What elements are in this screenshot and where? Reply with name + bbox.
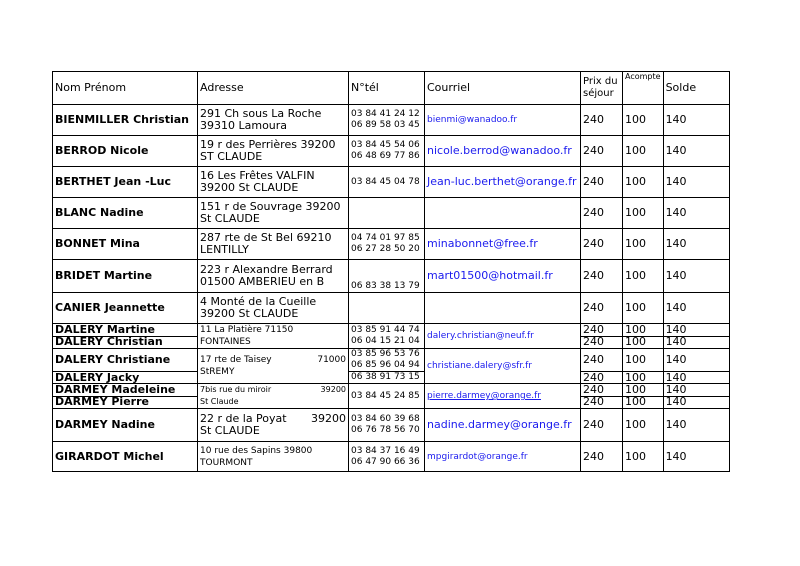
balance-cell: 140 bbox=[663, 167, 729, 198]
deposit-cell: 100 bbox=[623, 136, 664, 167]
tel-cell bbox=[349, 229, 425, 260]
address-line: 39200 St CLAUDE bbox=[200, 181, 299, 194]
address-line: 39310 Lamoura bbox=[200, 119, 288, 132]
address-cell bbox=[198, 260, 349, 293]
balance-cell: 140 bbox=[663, 260, 729, 293]
balance-cell: 140 bbox=[663, 105, 729, 136]
participants-sheet bbox=[52, 71, 730, 472]
deposit-cell: 100 bbox=[623, 293, 664, 324]
price-cell: 240 bbox=[581, 396, 623, 409]
email-link[interactable]: dalery.christian@neuf.fr bbox=[425, 324, 581, 349]
person-name: BERROD Nicole bbox=[53, 136, 198, 167]
header-price: Prix du séjour bbox=[581, 72, 623, 105]
address-line: 11 La Platière 71150 bbox=[200, 325, 294, 335]
price-cell: 240 bbox=[581, 105, 623, 136]
tel-line: 03 84 41 24 12 bbox=[351, 109, 420, 119]
balance-cell: 140 bbox=[663, 372, 729, 384]
tel-line: 06 83 38 13 79 bbox=[351, 281, 420, 291]
price-cell: 240 bbox=[581, 167, 623, 198]
address-cell bbox=[198, 167, 349, 198]
email-link[interactable]: minabonnet@free.fr bbox=[425, 229, 581, 260]
address-line bbox=[200, 354, 346, 366]
table-row bbox=[53, 105, 730, 136]
address-cell bbox=[198, 198, 349, 229]
email-link[interactable]: pierre.darmey@orange.fr bbox=[425, 384, 581, 409]
header-name: Nom Prénom bbox=[53, 72, 198, 105]
address-line: 10 rue des Sapins 39800 bbox=[200, 445, 313, 456]
email-link[interactable]: mart01500@hotmail.fr bbox=[425, 260, 581, 293]
tel-cell bbox=[349, 442, 425, 472]
tel-cell bbox=[349, 198, 425, 229]
person-name: DALERY Jacky bbox=[53, 372, 198, 384]
price-cell: 240 bbox=[581, 372, 623, 384]
participants-table bbox=[52, 71, 730, 472]
header-tel: N°tél bbox=[349, 72, 425, 105]
tel-cell bbox=[349, 167, 425, 198]
tel-line: 06 27 28 50 20 bbox=[351, 244, 420, 254]
tel-line: 03 85 96 53 76 bbox=[351, 349, 420, 359]
person-name: DALERY Christian bbox=[53, 336, 198, 349]
tel-cell bbox=[349, 293, 425, 324]
deposit-cell: 100 bbox=[623, 167, 664, 198]
tel-cell bbox=[349, 105, 425, 136]
address-zip: 39200 bbox=[311, 412, 346, 425]
address-line: 16 Les Frêtes VALFIN bbox=[200, 169, 315, 182]
tel-line: 06 47 90 66 36 bbox=[351, 456, 420, 467]
address-zip: 71000 bbox=[317, 355, 346, 365]
balance-cell: 140 bbox=[663, 384, 729, 397]
person-name: BLANC Nadine bbox=[53, 198, 198, 229]
deposit-cell: 100 bbox=[623, 198, 664, 229]
address-line: 223 r Alexandre Berrard bbox=[200, 263, 333, 276]
tel-cell bbox=[349, 384, 425, 409]
person-name: DALERY Martine bbox=[53, 324, 198, 337]
tel-line: 03 84 45 24 85 bbox=[351, 390, 420, 401]
address-street: 17 rte de Taisey bbox=[200, 355, 272, 365]
email-link[interactable] bbox=[425, 293, 581, 324]
header-row bbox=[53, 72, 730, 105]
balance-cell: 140 bbox=[663, 229, 729, 260]
tel-cell bbox=[349, 349, 425, 372]
address-cell bbox=[198, 293, 349, 324]
table-row bbox=[53, 409, 730, 442]
address-line: FONTAINES bbox=[200, 337, 251, 347]
deposit-cell: 100 bbox=[623, 336, 664, 349]
address-line bbox=[200, 384, 346, 396]
address-line: 287 rte de St Bel 69210 bbox=[200, 231, 332, 244]
table-row bbox=[53, 349, 730, 372]
table-row bbox=[53, 198, 730, 229]
email-link[interactable]: nadine.darmey@orange.fr bbox=[425, 409, 581, 442]
table-row bbox=[53, 324, 730, 337]
tel-line: 06 76 78 56 70 bbox=[351, 425, 420, 435]
table-row bbox=[53, 384, 730, 397]
email-link[interactable]: bienmi@wanadoo.fr bbox=[425, 105, 581, 136]
email-link[interactable]: Jean-luc.berthet@orange.fr bbox=[425, 167, 581, 198]
person-name: BERTHET Jean -Luc bbox=[53, 167, 198, 198]
table-row bbox=[53, 442, 730, 472]
table-row bbox=[53, 260, 730, 293]
address-cell bbox=[198, 409, 349, 442]
tel-line: 06 48 69 77 86 bbox=[351, 151, 420, 161]
price-cell: 240 bbox=[581, 349, 623, 372]
tel-line: 04 74 01 97 85 bbox=[351, 233, 420, 243]
address-line: St CLAUDE bbox=[200, 424, 260, 437]
price-cell: 240 bbox=[581, 229, 623, 260]
person-name: BONNET Mina bbox=[53, 229, 198, 260]
person-name: BRIDET Martine bbox=[53, 260, 198, 293]
person-name: DALERY Christiane bbox=[53, 349, 198, 372]
table-row bbox=[53, 229, 730, 260]
deposit-cell: 100 bbox=[623, 260, 664, 293]
tel-line: 03 84 45 04 78 bbox=[351, 176, 420, 187]
header-address: Adresse bbox=[198, 72, 349, 105]
tel-cell bbox=[349, 324, 425, 349]
price-cell: 240 bbox=[581, 442, 623, 472]
email-link[interactable]: christiane.dalery@sfr.fr bbox=[425, 349, 581, 384]
deposit-cell: 100 bbox=[623, 442, 664, 472]
person-name: DARMEY Pierre bbox=[53, 396, 198, 409]
price-cell: 240 bbox=[581, 384, 623, 397]
address-cell bbox=[198, 349, 349, 384]
price-cell: 240 bbox=[581, 336, 623, 349]
deposit-cell: 100 bbox=[623, 229, 664, 260]
table-row bbox=[53, 372, 730, 384]
balance-cell: 140 bbox=[663, 442, 729, 472]
address-street: 22 r de la Poyat bbox=[200, 412, 287, 425]
table-row bbox=[53, 136, 730, 167]
email-link[interactable]: nicole.berrod@wanadoo.fr bbox=[425, 136, 581, 167]
tel-line: 03 84 45 54 06 bbox=[351, 140, 420, 150]
tel-line: 06 85 96 04 94 bbox=[351, 360, 420, 370]
balance-cell: 140 bbox=[663, 349, 729, 372]
address-line: St CLAUDE bbox=[200, 212, 260, 225]
tel-line: 03 84 37 16 49 bbox=[351, 445, 420, 456]
deposit-cell: 100 bbox=[623, 324, 664, 337]
deposit-cell: 100 bbox=[623, 349, 664, 372]
tel-cell bbox=[349, 260, 425, 293]
email-link[interactable]: mpgirardot@orange.fr bbox=[425, 442, 581, 472]
address-line: 01500 AMBERIEU en B bbox=[200, 275, 325, 288]
balance-cell: 140 bbox=[663, 136, 729, 167]
tel-cell bbox=[349, 409, 425, 442]
balance-cell: 140 bbox=[663, 396, 729, 409]
email-link[interactable] bbox=[425, 198, 581, 229]
price-cell: 240 bbox=[581, 324, 623, 337]
header-deposit: Acompte bbox=[623, 72, 664, 105]
tel-cell bbox=[349, 372, 425, 384]
balance-cell: 140 bbox=[663, 336, 729, 349]
header-email: Courriel bbox=[425, 72, 581, 105]
price-cell: 240 bbox=[581, 260, 623, 293]
deposit-cell: 100 bbox=[623, 396, 664, 409]
price-cell: 240 bbox=[581, 293, 623, 324]
deposit-cell: 100 bbox=[623, 372, 664, 384]
person-name: DARMEY Nadine bbox=[53, 409, 198, 442]
person-name: GIRARDOT Michel bbox=[53, 442, 198, 472]
price-cell: 240 bbox=[581, 198, 623, 229]
table-row bbox=[53, 293, 730, 324]
balance-cell: 140 bbox=[663, 198, 729, 229]
address-cell bbox=[198, 442, 349, 472]
balance-cell: 140 bbox=[663, 293, 729, 324]
person-name: CANIER Jeannette bbox=[53, 293, 198, 324]
deposit-cell: 100 bbox=[623, 409, 664, 442]
table-row bbox=[53, 167, 730, 198]
address-cell bbox=[198, 105, 349, 136]
person-name: BIENMILLER Christian bbox=[53, 105, 198, 136]
address-cell bbox=[198, 136, 349, 167]
address-line: 4 Monté de la Cueille bbox=[200, 295, 317, 308]
tel-line: 06 89 58 03 45 bbox=[351, 120, 420, 130]
address-line: St Claude bbox=[200, 397, 239, 406]
address-cell bbox=[198, 324, 349, 349]
tel-line: 06 04 15 21 04 bbox=[351, 336, 420, 346]
address-line: 291 Ch sous La Roche bbox=[200, 107, 322, 120]
person-name: DARMEY Madeleine bbox=[53, 384, 198, 397]
deposit-cell: 100 bbox=[623, 105, 664, 136]
address-line: 151 r de Souvrage 39200 bbox=[200, 200, 341, 213]
balance-cell: 140 bbox=[663, 409, 729, 442]
address-line: 19 r des Perrières 39200 bbox=[200, 138, 336, 151]
address-zip: 39200 bbox=[320, 385, 346, 394]
address-line: StREMY bbox=[200, 367, 235, 377]
balance-cell: 140 bbox=[663, 324, 729, 337]
header-balance: Solde bbox=[663, 72, 729, 105]
tel-cell bbox=[349, 136, 425, 167]
tel-line: 06 38 91 73 15 bbox=[351, 372, 420, 382]
address-line: LENTILLY bbox=[200, 243, 249, 256]
price-cell: 240 bbox=[581, 409, 623, 442]
address-street: 7bis rue du miroir bbox=[200, 385, 272, 394]
address-cell bbox=[198, 229, 349, 260]
address-cell bbox=[198, 384, 349, 409]
tel-line: 03 84 60 39 68 bbox=[351, 414, 420, 424]
address-line: ST CLAUDE bbox=[200, 150, 263, 163]
address-line: TOURMONT bbox=[200, 457, 253, 468]
price-cell: 240 bbox=[581, 136, 623, 167]
address-line: 39200 St CLAUDE bbox=[200, 307, 299, 320]
tel-line: 03 85 91 44 74 bbox=[351, 325, 420, 335]
deposit-cell: 100 bbox=[623, 384, 664, 397]
